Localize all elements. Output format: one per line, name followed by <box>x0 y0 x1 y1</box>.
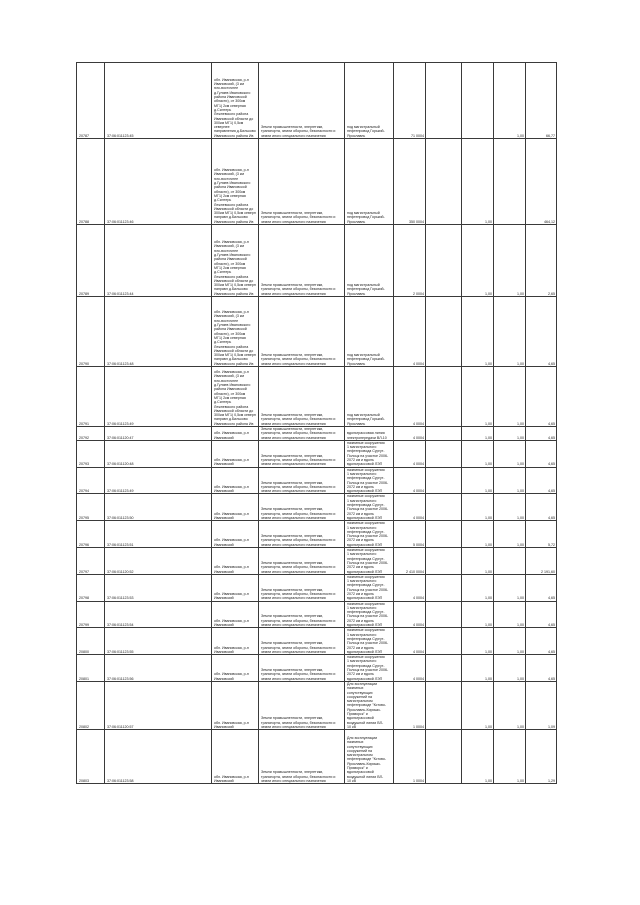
cell-row-id: 20800 <box>77 628 105 655</box>
cell-cadastral-number: 37:06:011123:49 <box>105 467 212 494</box>
table-row <box>77 225 557 297</box>
land-plots-table <box>76 62 557 784</box>
cell-land-category: Земли промышленности, энергетики, транспорта, земли обороны, безопасности и земли иного специального назначения <box>259 297 345 367</box>
cell-param-1 <box>426 367 462 427</box>
cell-permitted-use: наземные сооружения 1 магистрального нефтепровода Сургут- Полоцк на участке 2006- 2072 км и вдоль вдольтрассовой ЛЭП <box>345 548 394 575</box>
cell-cadastral-number: 37:06:011120:48 <box>105 440 212 467</box>
cell-permitted-use: наземные сооружения 1 магистрального нефтепровода Сургут- Полоцк на участке 2006- 2072 км и вдоль вдольтрассовой ЛЭП <box>345 440 394 467</box>
cell-permitted-use: под магистральный нефтепровод Горький- Ярославль <box>345 63 394 139</box>
table-row <box>77 548 557 575</box>
cell-row-id: 20802 <box>77 681 105 729</box>
cell-address: обл. Ивановская, р-н Ивановский, (3 км юго-восточнее д.Гуляев Ивановского района Ивановской области), от 300км МГ1) 2км северная д.Силтерь Лежневского района Ивановской области до 300км МГ1) 0,5км северн направл д.Бильково Ивановского района Ив <box>212 225 259 297</box>
cell-land-category: Земли промышленности, энергетики, транспорта, земли обороны, безопасности и земли иного специального назначения <box>259 548 345 575</box>
cell-param-2: 1,00 <box>462 139 494 225</box>
cell-land-category: Земли промышленности, энергетики, транспорта, земли обороны, безопасности и земли иного специального назначения <box>259 440 345 467</box>
cell-param-3: 1,00 <box>494 225 526 297</box>
table-row <box>77 440 557 467</box>
cell-amount: 1,09 <box>526 681 557 729</box>
cell-cadastral-number: 37:06:011123:46 <box>105 139 212 225</box>
cell-amount: 2,65 <box>526 225 557 297</box>
cell-amount: 464,12 <box>526 139 557 225</box>
cell-permitted-use: наземные сооружения 1 магистрального нефтепровода Сургут- Полоцк на участке 2006- 2072 км и вдоль вдольтрассовой ЛЭП <box>345 494 394 521</box>
cell-param-2: 1,00 <box>462 574 494 601</box>
cell-permitted-use: наземные сооружения 1 магистрального нефтепровода Сургут- Полоцк на участке 2006- 2072 км и вдоль вдольтрассовой ЛЭП <box>345 521 394 548</box>
cell-area: 4 0004 <box>394 628 426 655</box>
cell-row-id: 20798 <box>77 574 105 601</box>
cell-cadastral-number: 37:06:011123:54 <box>105 601 212 628</box>
cell-permitted-use: Для эксплуатации наземных сопутствующих сооружений на магистральном нефтепроводе "Кстово- Ярославль-Кириши- Приморск" и вдольтрассовой воздушной линии ВЛ- 10 кВ <box>345 681 394 729</box>
cell-param-3: 1,00 <box>494 628 526 655</box>
cell-param-1 <box>426 655 462 682</box>
cell-area: 2 0004 <box>394 225 426 297</box>
cell-permitted-use: наземные сооружения 1 магистрального нефтепровода Сургут- Полоцк на участке 2006- 2072 км и вдоль вдольтрассовой ЛЭП <box>345 628 394 655</box>
cell-row-id: 20790 <box>77 297 105 367</box>
cell-address: обл. Ивановская, р-н Ивановский <box>212 628 259 655</box>
cell-land-category: Земли промышленности, энергетики, транспорта, земли обороны, безопасности и земли иного специального назначения <box>259 494 345 521</box>
cell-param-3: 1,00 <box>494 655 526 682</box>
table-row <box>77 367 557 427</box>
cell-permitted-use: наземные сооружения 1 магистрального нефтепровода Сургут- Полоцк на участке 2006- 2072 км и вдоль вдольтрассовой ЛЭП <box>345 467 394 494</box>
cell-row-id: 20795 <box>77 494 105 521</box>
cell-land-category: Земли промышленности, энергетики, транспорта, земли обороны, безопасности и земли иного специального назначения <box>259 427 345 441</box>
cell-param-1 <box>426 548 462 575</box>
cell-cadastral-number: 37:06:011123:45 <box>105 63 212 139</box>
cell-area: 4 0004 <box>394 440 426 467</box>
table-row <box>77 63 557 139</box>
cell-permitted-use: под магистральный нефтепровод Горький- Ярославль <box>345 367 394 427</box>
cell-param-1 <box>426 574 462 601</box>
cell-area: 4 0004 <box>394 601 426 628</box>
cell-land-category: Земли промышленности, энергетики, транспорта, земли обороны, безопасности и земли иного специального назначения <box>259 574 345 601</box>
cell-area: 71 0004 <box>394 63 426 139</box>
cell-permitted-use: Для эксплуатации наземных сопутствующих сооружений на магистральном нефтепроводе "Кстово- Ярославль-Кириши- Приморск" и вдольтрассовой воздушной линии ВЛ- 10 кВ <box>345 730 394 784</box>
cell-param-1 <box>426 427 462 441</box>
cell-row-id: 20791 <box>77 367 105 427</box>
table-row <box>77 601 557 628</box>
cell-param-2: 1,00 <box>462 427 494 441</box>
cell-param-1 <box>426 297 462 367</box>
cell-param-2: 1,00 <box>462 467 494 494</box>
cell-param-2: 1,00 <box>462 494 494 521</box>
cell-address: обл. Ивановская, р-н Ивановский <box>212 494 259 521</box>
cell-param-1 <box>426 139 462 225</box>
cell-area: 1 0004 <box>394 681 426 729</box>
cell-row-id: 20789 <box>77 225 105 297</box>
cell-permitted-use: наземные сооружения 1 магистрального нефтепровода Сургут- Полоцк на участке 2006- 2072 км и вдоль вдольтрассовой ЛЭП <box>345 655 394 682</box>
table-row <box>77 467 557 494</box>
cell-param-3: 1,00 <box>494 601 526 628</box>
cell-param-1 <box>426 730 462 784</box>
cell-param-2: 1,00 <box>462 628 494 655</box>
cell-cadastral-number: 37:06:011123:55 <box>105 628 212 655</box>
cell-param-1 <box>426 467 462 494</box>
cell-param-2: 1,00 <box>462 548 494 575</box>
cell-amount: 4,65 <box>526 367 557 427</box>
cell-param-3: 1,00 <box>494 521 526 548</box>
cell-cadastral-number: 37:06:011120:52 <box>105 548 212 575</box>
cell-address: обл. Ивановская, р-н Ивановский <box>212 574 259 601</box>
cell-area: 350 0004 <box>394 139 426 225</box>
cell-address: обл. Ивановская, р-н Ивановский, (3 км юго-восточнее д.Гуляев Ивановского района Ивановской области), от 300км МГ1) 2км северная д.Силтерь Лежневского района Ивановской области до 300км МГ1) 0,5км северн направл д.Бильково Ивановского района Ив <box>212 139 259 225</box>
cell-param-1 <box>426 440 462 467</box>
cell-address: обл. Ивановская, р-н Ивановский <box>212 548 259 575</box>
cell-address: обл. Ивановская, р-н Ивановский <box>212 655 259 682</box>
cell-param-1 <box>426 63 462 139</box>
cell-param-3 <box>494 548 526 575</box>
cell-cadastral-number: 37:06:011123:58 <box>105 730 212 784</box>
table-row <box>77 730 557 784</box>
cell-row-id: 20797 <box>77 548 105 575</box>
cell-permitted-use: под магистральный нефтепровод Горький- Ярославль <box>345 225 394 297</box>
cell-address: обл. Ивановская, р-н Ивановский <box>212 601 259 628</box>
cell-param-2: 1,00 <box>462 655 494 682</box>
cell-area: 4 0004 <box>394 655 426 682</box>
cell-land-category: Земли промышленности, энергетики, транспорта, земли обороны, безопасности и земли иного специального назначения <box>259 467 345 494</box>
cell-land-category: Земли промышленности, энергетики, транспорта, земли обороны, безопасности и земли иного специального назначения <box>259 63 345 139</box>
cell-address: обл. Ивановская, р-н Ивановский <box>212 521 259 548</box>
cell-param-1 <box>426 628 462 655</box>
cell-amount: 4,65 <box>526 574 557 601</box>
cell-address: обл. Ивановская, р-н Ивановский <box>212 427 259 441</box>
cell-cadastral-number: 37:06:011123:50 <box>105 494 212 521</box>
cell-cadastral-number: 37:06:011123:56 <box>105 655 212 682</box>
cell-amount: 4,65 <box>526 467 557 494</box>
cell-permitted-use: вдольтрассовая линия электропередачи ВЛ-10 <box>345 427 394 441</box>
cell-area: 5 0004 <box>394 521 426 548</box>
cell-area: 4 0004 <box>394 494 426 521</box>
cell-address: обл. Ивановская, р-н Ивановский, (3 км юго-восточнее д.Гуляев Ивановского района Ивановской области), от 300км МГ1) 2км северная д.Силтерь Лежневского района Ивановской области до 300км МГ1) 0,5км севернее направления д.Бильково Ивановского района Ив <box>212 63 259 139</box>
cell-param-3: 1,00 <box>494 427 526 441</box>
cell-address: обл. Ивановская, р-н Ивановский <box>212 467 259 494</box>
cell-area: 1 0004 <box>394 730 426 784</box>
cell-permitted-use: наземные сооружения 1 магистрального нефтепровода Сургут- Полоцк на участке 2006- 2072 км и вдоль вдольтрассовой ЛЭП <box>345 574 394 601</box>
cell-amount: 2 191,60 <box>526 548 557 575</box>
cell-param-3: 1,00 <box>494 63 526 139</box>
table-row <box>77 427 557 441</box>
cell-param-3: 1,00 <box>494 730 526 784</box>
cell-permitted-use: под магистральный нефтепровод Горький- Ярославль <box>345 297 394 367</box>
table-row <box>77 681 557 729</box>
cell-param-1 <box>426 601 462 628</box>
cell-cadastral-number: 37:06:011123:48 <box>105 297 212 367</box>
cell-area: 4 0004 <box>394 297 426 367</box>
cell-land-category: Земли промышленности, энергетики, транспорта, земли обороны, безопасности и земли иного специального назначения <box>259 521 345 548</box>
cell-param-1 <box>426 681 462 729</box>
cell-row-id: 20796 <box>77 521 105 548</box>
cell-area: 4 0004 <box>394 574 426 601</box>
cell-param-3: 1,00 <box>494 297 526 367</box>
cell-row-id: 20803 <box>77 730 105 784</box>
table-row <box>77 655 557 682</box>
cell-cadastral-number: 37:06:011123:51 <box>105 521 212 548</box>
cell-cadastral-number: 37:06:011123:49 <box>105 367 212 427</box>
cell-param-3: 1,00 <box>494 574 526 601</box>
cell-row-id: 20792 <box>77 427 105 441</box>
cell-land-category: Земли промышленности, энергетики, транспорта, земли обороны, безопасности и земли иного специального назначения <box>259 225 345 297</box>
cell-amount: 4,65 <box>526 628 557 655</box>
cell-param-3: 1,00 <box>494 467 526 494</box>
cell-cadastral-number: 37:06:011123:53 <box>105 574 212 601</box>
cell-land-category: Земли промышленности, энергетики, транспорта, земли обороны, безопасности и земли иного специального назначения <box>259 655 345 682</box>
cell-amount: 66,77 <box>526 63 557 139</box>
cell-address: обл. Ивановская, р-н Ивановский <box>212 440 259 467</box>
cell-cadastral-number: 37:06:011123:44 <box>105 225 212 297</box>
cell-permitted-use: наземные сооружения 1 магистрального нефтепровода Сургут- Полоцк на участке 2006- 2072 км и вдоль вдольтрассовой ЛЭП <box>345 601 394 628</box>
cell-amount: 4,65 <box>526 297 557 367</box>
cell-amount: 5,72 <box>526 521 557 548</box>
cell-param-3 <box>494 139 526 225</box>
cell-param-2: 1,00 <box>462 225 494 297</box>
table-row <box>77 521 557 548</box>
cell-param-2: 1,00 <box>462 681 494 729</box>
cell-param-1 <box>426 494 462 521</box>
cell-amount: 4,65 <box>526 601 557 628</box>
cell-param-2: 1,00 <box>462 601 494 628</box>
cell-param-1 <box>426 225 462 297</box>
cell-row-id: 20787 <box>77 63 105 139</box>
cell-row-id: 20788 <box>77 139 105 225</box>
cell-area: 4 0004 <box>394 467 426 494</box>
cell-address: обл. Ивановская, р-н Ивановский <box>212 730 259 784</box>
cell-land-category: Земли промышленности, энергетики, транспорта, земли обороны, безопасности и земли иного специального назначения <box>259 628 345 655</box>
cell-param-3: 1,00 <box>494 367 526 427</box>
cell-land-category: Земли промышленности, энергетики, транспорта, земли обороны, безопасности и земли иного специального назначения <box>259 367 345 427</box>
cell-address: обл. Ивановская, р-н Ивановский, (3 км юго-восточнее д.Гуляев Ивановского района Ивановской области), от 300км МГ1) 2км северная д.Силтерь Лежневского района Ивановской области до 300км МГ1) 0,5км северн направл д.Бильково Ивановского района Ив <box>212 297 259 367</box>
cell-cadastral-number: 37:06:011120:47 <box>105 427 212 441</box>
cell-param-3: 1,00 <box>494 681 526 729</box>
table-row <box>77 297 557 367</box>
cell-area: 4 0004 <box>394 427 426 441</box>
cell-param-2: 1,00 <box>462 730 494 784</box>
cell-cadastral-number: 37:06:011120:57 <box>105 681 212 729</box>
table-body <box>77 63 557 784</box>
cell-land-category: Земли промышленности, энергетики, транспорта, земли обороны, безопасности и земли иного специального назначения <box>259 601 345 628</box>
table-row <box>77 574 557 601</box>
cell-amount: 4,65 <box>526 655 557 682</box>
table-row <box>77 628 557 655</box>
cell-param-3: 1,00 <box>494 494 526 521</box>
cell-row-id: 20801 <box>77 655 105 682</box>
cell-param-1 <box>426 521 462 548</box>
cell-permitted-use: под магистральный нефтепровод Горький- Ярославль <box>345 139 394 225</box>
cell-land-category: Земли промышленности, энергетики, транспорта, земли обороны, безопасности и земли иного специального назначения <box>259 730 345 784</box>
cell-land-category: Земли промышленности, энергетики, транспорта, земли обороны, безопасности и земли иного специального назначения <box>259 139 345 225</box>
cell-amount: 4,65 <box>526 427 557 441</box>
cell-area: 2 410 0004 <box>394 548 426 575</box>
cell-param-2: 1,00 <box>462 440 494 467</box>
cell-row-id: 20793 <box>77 440 105 467</box>
cell-row-id: 20799 <box>77 601 105 628</box>
table-row <box>77 139 557 225</box>
cell-row-id: 20794 <box>77 467 105 494</box>
cell-param-2: 1,00 <box>462 367 494 427</box>
cell-address: обл. Ивановская, р-н Ивановский <box>212 681 259 729</box>
cell-param-2: 1,00 <box>462 297 494 367</box>
cell-param-2 <box>462 63 494 139</box>
cell-area: 4 0004 <box>394 367 426 427</box>
cell-address: обл. Ивановская, р-н Ивановский, (3 км юго-восточнее д.Гуляев Ивановского района Ивановской области), от 300км МГ1) 2км северная д.Силтерь Лежневского района Ивановской области до 300км МГ1) 0,5км северн направл д.Бильково Ивановского района Ив <box>212 367 259 427</box>
cell-amount: 4,65 <box>526 440 557 467</box>
table-row <box>77 494 557 521</box>
cell-amount: 4,65 <box>526 494 557 521</box>
cell-land-category: Земли промышленности, энергетики, транспорта, земли обороны, безопасности и земли иного специального назначения <box>259 681 345 729</box>
cell-amount: 1,29 <box>526 730 557 784</box>
cell-param-2: 1,00 <box>462 521 494 548</box>
cell-param-3: 1,00 <box>494 440 526 467</box>
